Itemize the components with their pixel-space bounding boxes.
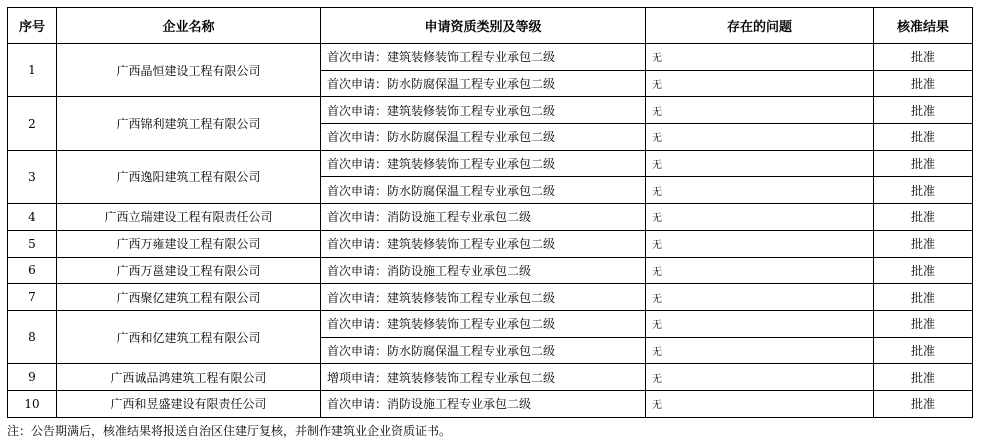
cell-application: 首次申请：建筑装修装饰工程专业承包二级 bbox=[321, 230, 646, 257]
cell-application: 增项申请：建筑装修装饰工程专业承包二级 bbox=[321, 364, 646, 391]
cell-issue: 无 bbox=[646, 390, 874, 417]
cell-company-name: 广西万雍建设工程有限公司 bbox=[57, 230, 321, 257]
approval-results-table bbox=[7, 7, 973, 418]
cell-issue: 无 bbox=[646, 230, 874, 257]
footnote: 注：公告期满后，核准结果将报送自治区住建厅复核，并制作建筑业企业资质证书。 bbox=[7, 424, 452, 438]
cell-result: 批准 bbox=[874, 124, 973, 151]
table-row bbox=[8, 230, 973, 257]
cell-company-name: 广西逸阳建筑工程有限公司 bbox=[57, 150, 321, 203]
cell-result: 批准 bbox=[874, 364, 973, 391]
cell-company-name: 广西立瑞建设工程有限责任公司 bbox=[57, 204, 321, 231]
cell-company-name: 广西和亿建筑工程有限公司 bbox=[57, 310, 321, 363]
cell-seq: 2 bbox=[8, 97, 57, 150]
cell-application: 首次申请：建筑装修装饰工程专业承包二级 bbox=[321, 97, 646, 124]
cell-result: 批准 bbox=[874, 230, 973, 257]
cell-result: 批准 bbox=[874, 44, 973, 71]
cell-result: 批准 bbox=[874, 257, 973, 284]
cell-result: 批准 bbox=[874, 337, 973, 364]
table-row bbox=[8, 204, 973, 231]
cell-result: 批准 bbox=[874, 390, 973, 417]
table-header-row bbox=[8, 8, 973, 44]
cell-issue: 无 bbox=[646, 364, 874, 391]
cell-seq: 6 bbox=[8, 257, 57, 284]
cell-application: 首次申请：建筑装修装饰工程专业承包二级 bbox=[321, 150, 646, 177]
table-row bbox=[8, 390, 973, 417]
cell-company-name: 广西晶恒建设工程有限公司 bbox=[57, 44, 321, 97]
cell-application: 首次申请：防水防腐保温工程专业承包二级 bbox=[321, 70, 646, 97]
cell-company-name: 广西万邕建设工程有限公司 bbox=[57, 257, 321, 284]
table-row bbox=[8, 310, 973, 337]
table-row bbox=[8, 364, 973, 391]
header-company: 企业名称 bbox=[57, 8, 321, 44]
cell-application: 首次申请：建筑装修装饰工程专业承包二级 bbox=[321, 44, 646, 71]
table-body bbox=[8, 44, 973, 418]
cell-result: 批准 bbox=[874, 70, 973, 97]
cell-result: 批准 bbox=[874, 177, 973, 204]
cell-company-name: 广西和昱盛建设有限责任公司 bbox=[57, 390, 321, 417]
table-row bbox=[8, 284, 973, 311]
cell-issue: 无 bbox=[646, 97, 874, 124]
header-issues: 存在的问题 bbox=[646, 8, 874, 44]
cell-seq: 10 bbox=[8, 390, 57, 417]
cell-issue: 无 bbox=[646, 284, 874, 311]
cell-seq: 5 bbox=[8, 230, 57, 257]
cell-issue: 无 bbox=[646, 44, 874, 71]
cell-seq: 4 bbox=[8, 204, 57, 231]
cell-application: 首次申请：消防设施工程专业承包二级 bbox=[321, 204, 646, 231]
cell-result: 批准 bbox=[874, 204, 973, 231]
cell-application: 首次申请：消防设施工程专业承包二级 bbox=[321, 257, 646, 284]
cell-seq: 9 bbox=[8, 364, 57, 391]
cell-result: 批准 bbox=[874, 284, 973, 311]
cell-company-name: 广西聚亿建筑工程有限公司 bbox=[57, 284, 321, 311]
cell-seq: 7 bbox=[8, 284, 57, 311]
cell-issue: 无 bbox=[646, 310, 874, 337]
cell-company-name: 广西锦利建筑工程有限公司 bbox=[57, 97, 321, 150]
cell-issue: 无 bbox=[646, 150, 874, 177]
cell-company-name: 广西诚品鸿建筑工程有限公司 bbox=[57, 364, 321, 391]
header-seq: 序号 bbox=[8, 8, 57, 44]
cell-issue: 无 bbox=[646, 70, 874, 97]
cell-application: 首次申请：防水防腐保温工程专业承包二级 bbox=[321, 124, 646, 151]
cell-issue: 无 bbox=[646, 124, 874, 151]
cell-result: 批准 bbox=[874, 150, 973, 177]
table-row bbox=[8, 44, 973, 71]
table-row bbox=[8, 257, 973, 284]
cell-issue: 无 bbox=[646, 257, 874, 284]
header-result: 核准结果 bbox=[874, 8, 973, 44]
cell-result: 批准 bbox=[874, 310, 973, 337]
cell-application: 首次申请：防水防腐保温工程专业承包二级 bbox=[321, 337, 646, 364]
cell-issue: 无 bbox=[646, 337, 874, 364]
table-row bbox=[8, 150, 973, 177]
cell-application: 首次申请：消防设施工程专业承包二级 bbox=[321, 390, 646, 417]
cell-issue: 无 bbox=[646, 204, 874, 231]
header-application: 申请资质类别及等级 bbox=[321, 8, 646, 44]
cell-seq: 3 bbox=[8, 150, 57, 203]
cell-seq: 8 bbox=[8, 310, 57, 363]
cell-application: 首次申请：防水防腐保温工程专业承包二级 bbox=[321, 177, 646, 204]
table-row bbox=[8, 97, 973, 124]
cell-result: 批准 bbox=[874, 97, 973, 124]
cell-application: 首次申请：建筑装修装饰工程专业承包二级 bbox=[321, 310, 646, 337]
cell-seq: 1 bbox=[8, 44, 57, 97]
cell-application: 首次申请：建筑装修装饰工程专业承包二级 bbox=[321, 284, 646, 311]
cell-issue: 无 bbox=[646, 177, 874, 204]
